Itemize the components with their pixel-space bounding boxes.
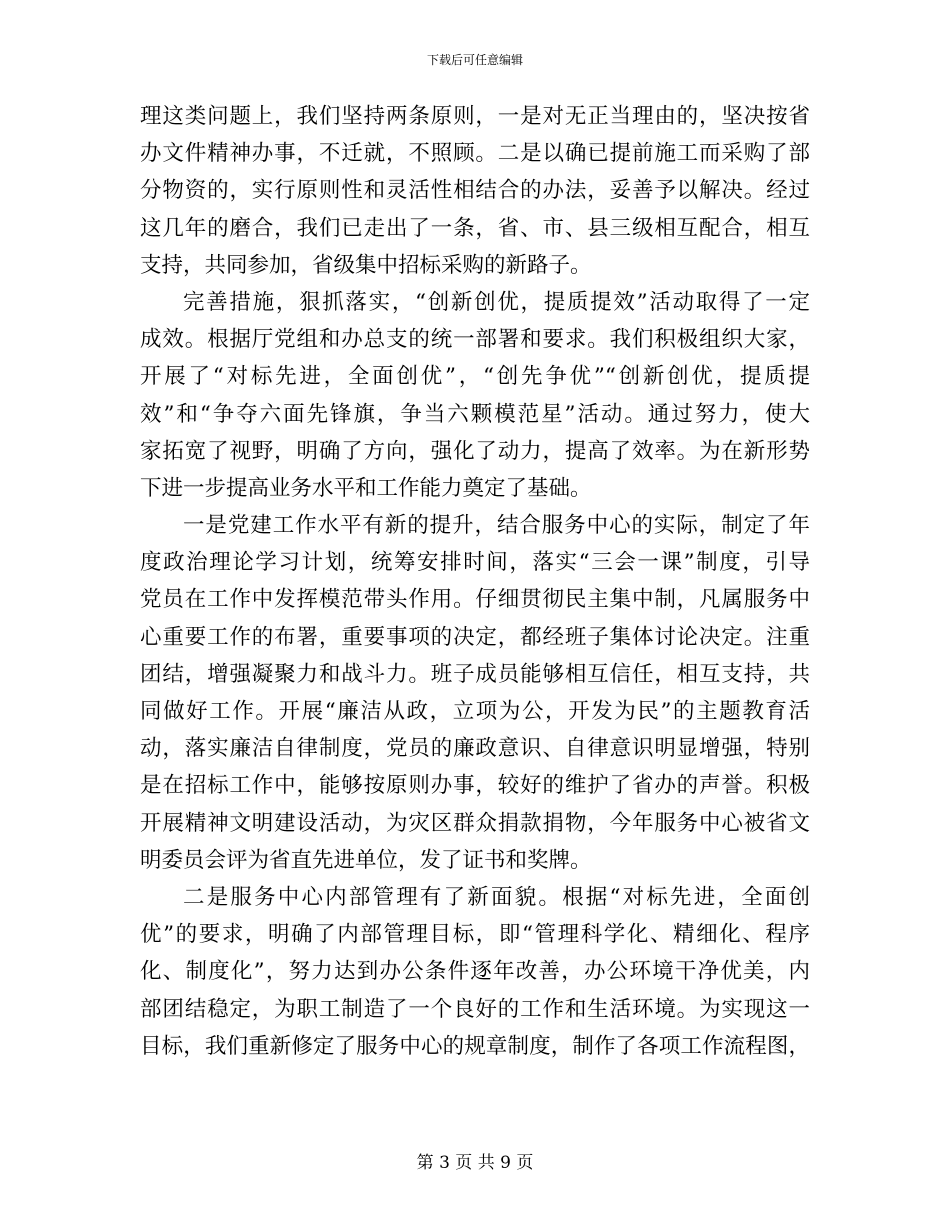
paragraph — [140, 98, 810, 284]
text-line: 动，落实廉洁自律制度，党员的廉政意识、自律意识明显增强，特别 — [140, 736, 810, 762]
text-line: 明委员会评为省直先进单位，发了证书和奖牌。 — [140, 847, 592, 873]
text-line: 开展了“对标先进，全面创优”，“创先争优”“创新创优，提质提 — [140, 364, 810, 390]
text-line: 成效。根据厅党组和办总支的统一部署和要求。我们积极组织大家， — [140, 327, 810, 353]
text-line: 下进一步提高业务水平和工作能力奠定了基础。 — [140, 475, 592, 501]
page-number: 第 3 页 共 9 页 — [416, 1153, 534, 1173]
text-line: 支持，共同参加，省级集中招标采购的新路子。 — [140, 252, 592, 278]
text-line: 党员在工作中发挥模范带头作用。仔细贯彻民主集中制，凡属服务中 — [140, 587, 810, 613]
text-line: 这几年的磨合，我们已走出了一条，省、市、县三级相互配合，相互 — [140, 215, 810, 241]
text-line: 一是党建工作水平有新的提升，结合服务中心的实际，制定了年 — [183, 513, 810, 539]
paragraph — [140, 879, 810, 1065]
text-line: 开展精神文明建设活动，为灾区群众捐款捐物，今年服务中心被省文 — [140, 810, 810, 836]
text-line: 同做好工作。开展“廉洁从政，立项为公，开发为民”的主题教育活 — [140, 699, 810, 724]
text-line: 心重要工作的布署，重要事项的决定，都经班子集体讨论决定。注重 — [140, 624, 810, 650]
text-line: 家拓宽了视野，明确了方向，强化了动力，提高了效率。为在新形势 — [140, 438, 810, 464]
text-line: 完善措施，狠抓落实，“创新创优，提质提效”活动取得了一定 — [183, 289, 810, 315]
paragraph — [140, 284, 810, 507]
text-line: 办文件精神办事，不迁就，不照顾。二是以确已提前施工而采购了部 — [140, 141, 810, 167]
text-line: 目标，我们重新修定了服务中心的规章制度，制作了各项工作流程图， — [140, 1033, 810, 1059]
text-line: 二是服务中心内部管理有了新面貌。根据“对标先进，全面创 — [183, 884, 810, 910]
text-line: 度政治理论学习计划，统筹安排时间，落实“三会一课”制度，引导 — [140, 550, 810, 576]
text-line: 部团结稳定，为职工制造了一个良好的工作和生活环境。为实现这一 — [140, 996, 810, 1022]
text-line: 团结，增强凝聚力和战斗力。班子成员能够相互信任，相互支持，共 — [140, 661, 810, 687]
text-line: 分物资的，实行原则性和灵活性相结合的办法，妥善予以解决。经过 — [140, 178, 810, 204]
text-line: 化、制度化”，努力达到办公条件逐年改善，办公环境干净优美，内 — [140, 959, 810, 985]
text-line: 理这类问题上，我们坚持两条原则，一是对无正当理由的，坚决按省 — [140, 104, 810, 129]
document-body — [140, 98, 810, 1065]
text-line: 优”的要求，明确了内部管理目标，即“管理科学化、精细化、程序 — [140, 922, 810, 948]
paragraph — [140, 507, 810, 879]
text-line: 是在招标工作中，能够按原则办事，较好的维护了省办的声誉。积极 — [140, 773, 810, 799]
text-line: 效”和“争夺六面先锋旗，争当六颗模范星”活动。通过努力，使大 — [140, 401, 810, 427]
page-header: 下载后可任意编辑 — [426, 53, 523, 67]
